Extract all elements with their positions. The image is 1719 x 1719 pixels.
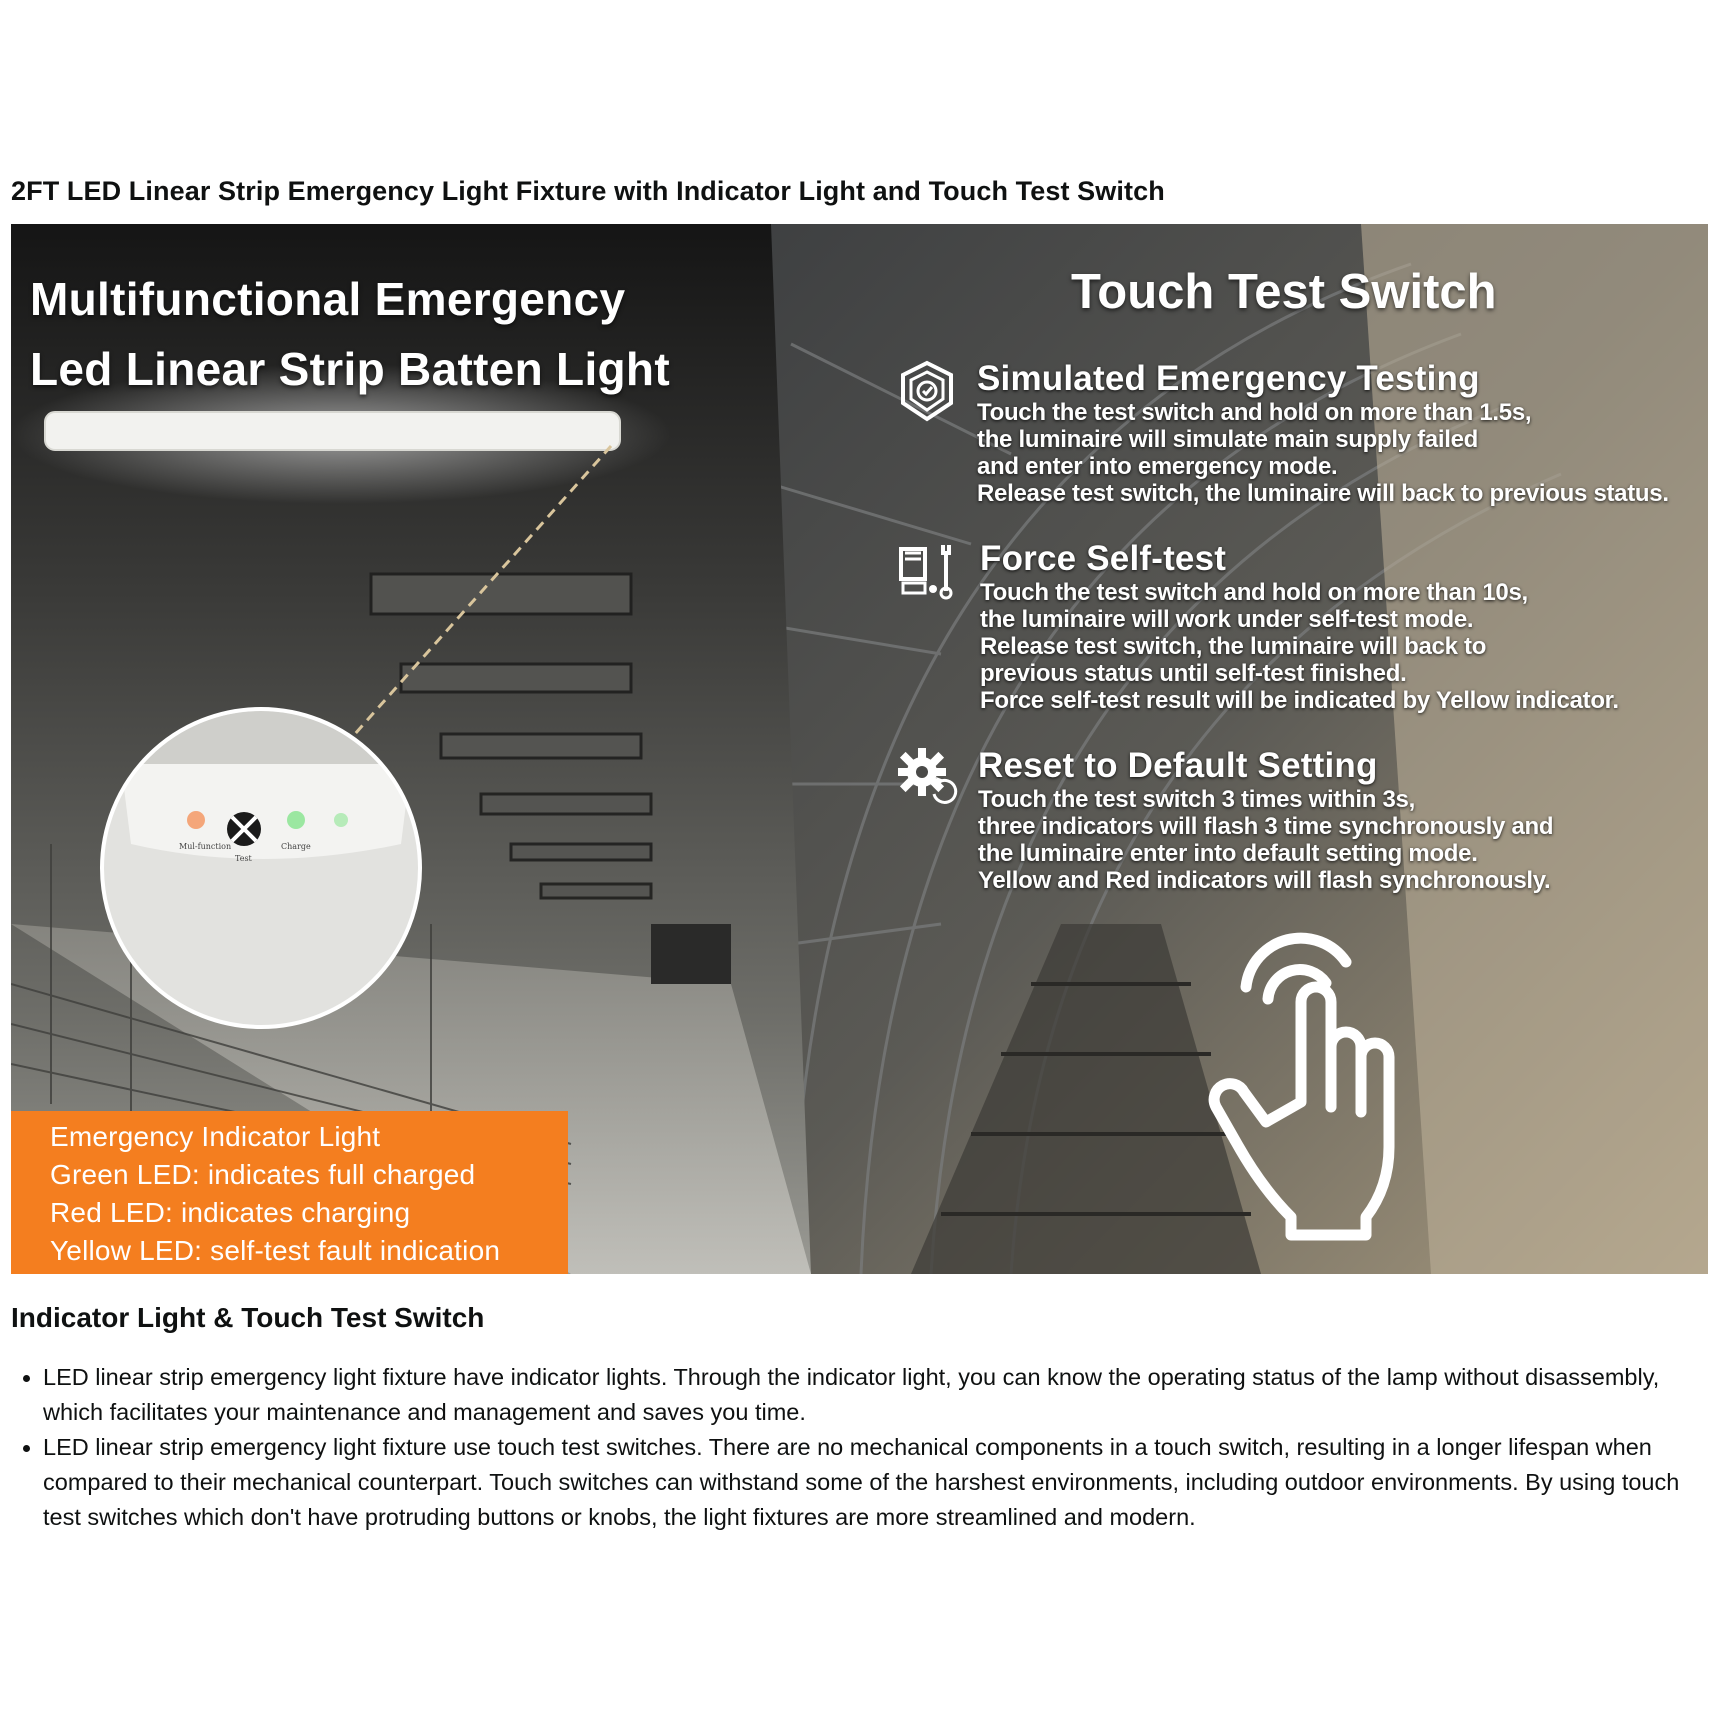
indicator-legend-yellow: Yellow LED: self-test fault indication	[50, 1235, 501, 1266]
feature-simulated-emergency-testing	[977, 359, 1669, 507]
indicator-legend-box	[11, 1111, 568, 1274]
feature-title: Simulated Emergency Testing	[977, 359, 1480, 398]
closeup-label-test: Test	[235, 854, 252, 863]
feature-title: Force Self-test	[980, 539, 1227, 578]
indicator-legend-green: Green LED: indicates full charged	[50, 1159, 476, 1190]
glove-wrench-icon	[895, 539, 959, 603]
hand-touch-icon	[1206, 917, 1406, 1247]
feature-line: Touch the test switch and hold on more than 1.5s,	[977, 399, 1532, 426]
closeup-label-multi-function: Mul-function	[179, 842, 232, 851]
feature-line: Touch the test switch 3 times within 3s,	[978, 786, 1415, 813]
feature-title: Reset to Default Setting	[978, 746, 1378, 785]
page-title: 2FT LED Linear Strip Emergency Light Fixture with Indicator Light and Touch Test Switch	[11, 176, 1165, 206]
feature-line: Yellow and Red indicators will flash synchronously.	[978, 867, 1551, 894]
feature-line: the luminaire will work under self-test mode.	[980, 606, 1474, 633]
feature-line: Force self-test result will be indicated by Yellow indicator.	[980, 687, 1619, 714]
indicator-legend-red: Red LED: indicates charging	[50, 1197, 411, 1228]
bullet-item: LED linear strip emergency light fixture use touch test switches. There are no mechanical components in a touch switch, resulting in a longer lifespan when compared to their mechanical counterpart. Touch switches can withstand some of the harshest environments, including outdoor environments. By using touch test switches which don't have protruding buttons or knobs, the light fixtures are more streamlined and modern.	[11, 1430, 1711, 1535]
feature-reset-to-default-setting	[978, 746, 1553, 894]
feature-line: and enter into emergency mode.	[977, 453, 1338, 480]
product-banner-image	[11, 224, 1708, 1274]
section-heading: Indicator Light & Touch Test Switch	[11, 1302, 485, 1333]
feature-line: previous status until self-test finished.	[980, 660, 1407, 687]
shield-check-icon	[895, 359, 959, 423]
feature-bullet-list	[11, 1360, 1711, 1535]
touch-test-switch-heading: Touch Test Switch	[1071, 265, 1497, 319]
left-heading-line-1: Multifunctional Emergency	[30, 273, 626, 325]
feature-line: three indicators will flash 3 time synchronously and	[978, 813, 1554, 840]
gear-reset-icon	[894, 744, 958, 808]
feature-line: Release test switch, the luminaire will back to	[980, 633, 1487, 660]
feature-line: Touch the test switch and hold on more than 10s,	[980, 579, 1528, 606]
feature-force-self-test	[980, 539, 1619, 714]
closeup-label-charge: Charge	[281, 842, 311, 851]
feature-line: the luminaire will simulate main supply failed	[977, 426, 1478, 453]
bullet-item: LED linear strip emergency light fixture have indicator lights. Through the indicator light, you can know the operating status of the lamp without disassembly, which facilitates your maintenance and management and saves you time.	[11, 1360, 1711, 1430]
indicator-legend-title: Emergency Indicator Light	[50, 1121, 381, 1152]
feature-line: Release test switch, the luminaire will back to previous status.	[977, 480, 1669, 507]
left-heading	[30, 264, 670, 404]
feature-line: the luminaire enter into default setting mode.	[978, 840, 1478, 867]
left-heading-line-2: Led Linear Strip Batten Light	[30, 343, 670, 395]
